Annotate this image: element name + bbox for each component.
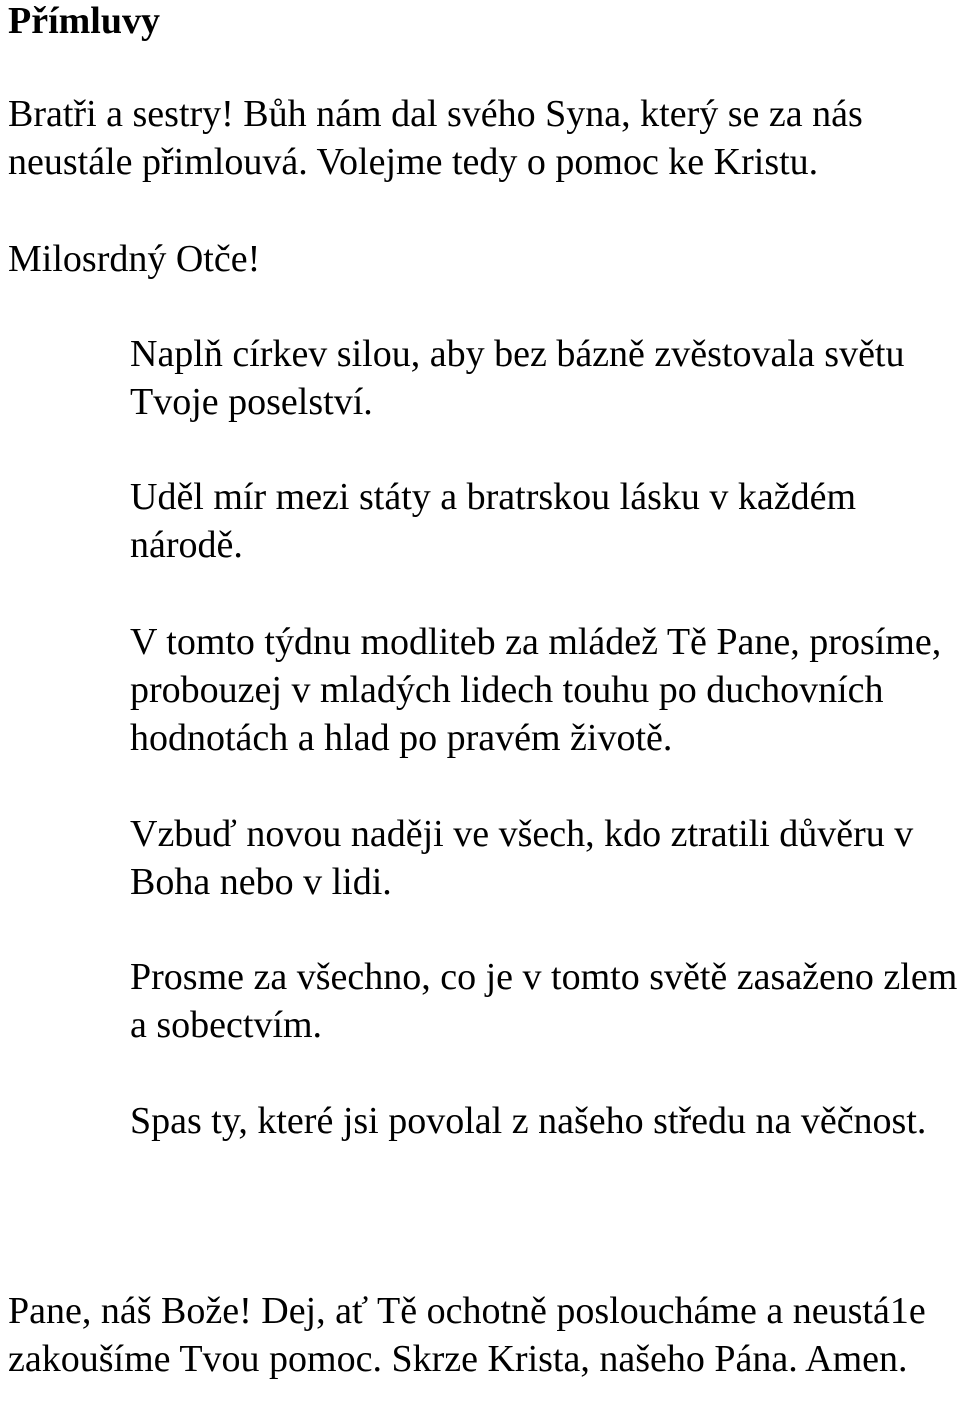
intention-item: Spas ty, které jsi povolal z našeho středu na věčnost.	[130, 1100, 927, 1142]
intention-item: Uděl mír mezi státy a bratrskou lásku v každém národě.	[130, 476, 857, 566]
intention-item: Prosme za všechno, co je v tomto světě zasaženo zlem a sobectvím.	[130, 956, 958, 1046]
page-title: Přímluvy	[8, 0, 160, 42]
invocation-line: Milosrdný Otče!	[8, 238, 261, 280]
intro-paragraph: Bratři a sestry! Bůh nám dal svého Syna, který se za nás neustále přimlouvá. Volejme tedy o pomoc ke Kristu.	[8, 93, 863, 183]
closing-prayer: Pane, náš Bože! Dej, ať Tě ochotně posloucháme a neustá1e zakoušíme Tvou pomoc. Skrze Krista, našeho Pána. Amen.	[8, 1290, 926, 1380]
intention-item: Vzbuď novou naději ve všech, kdo ztratili důvěru v Boha nebo v lidi.	[130, 813, 914, 903]
intention-item: V tomto týdnu modliteb za mládež Tě Pane, prosíme, probouzej v mladých lidech touhu po duchovních hodnotách a hlad po pravém životě.	[130, 621, 942, 759]
intention-item: Naplň církev silou, aby bez bázně zvěstovala světu Tvoje poselství.	[130, 333, 905, 423]
